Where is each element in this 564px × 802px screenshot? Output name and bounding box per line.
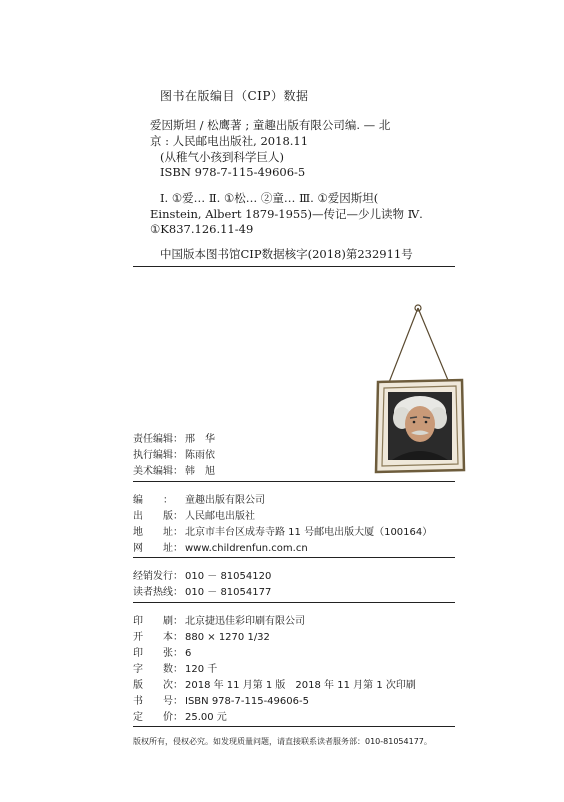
divider xyxy=(133,602,455,603)
cip-line: 爱因斯坦 / 松鹰著 ; 童趣出版有限公司编. — 北 xyxy=(150,118,391,132)
spec-value: 120 千 xyxy=(185,664,218,675)
cip-line: Einstein, Albert 1879-1955)—传记—少儿读物 Ⅳ. xyxy=(150,207,423,221)
editor-row xyxy=(133,430,215,445)
editor-row xyxy=(133,446,215,461)
contact-row xyxy=(133,583,271,598)
contact-value: 010 － 81054120 xyxy=(185,571,272,582)
contact-label: 经销发行： xyxy=(133,571,183,582)
cip-title: 图书在版编目（CIP）数据 xyxy=(160,89,309,103)
cip-line: ISBN 978-7-115-49606-5 xyxy=(160,165,306,179)
editor-label: 美术编辑： xyxy=(133,466,183,477)
spec-label: 印 刷： xyxy=(133,616,183,627)
contact-row xyxy=(133,567,271,582)
spec-row xyxy=(133,644,191,659)
spec-value: 25.00 元 xyxy=(185,712,227,723)
spec-value: 2018 年 11 月第 1 版 2018 年 11 月第 1 次印刷 xyxy=(185,680,416,691)
divider xyxy=(133,726,455,727)
editor-label: 执行编辑： xyxy=(133,450,183,461)
spec-label: 印 张： xyxy=(133,648,183,659)
hanging-frame-icon xyxy=(370,300,470,475)
contact-label: 读者热线： xyxy=(133,587,183,598)
copyright-notice: 版权所有，侵权必究。如发现质量问题，请直接联系读者服务部：010-81054177。 xyxy=(133,737,432,746)
cip-line: ①K837.126.11-49 xyxy=(150,222,254,236)
publisher-value: www.childrenfun.com.cn xyxy=(185,543,308,554)
editor-value: 陈雨依 xyxy=(185,450,215,461)
editor-row xyxy=(133,462,215,477)
publisher-label: 出 版： xyxy=(133,511,183,522)
publisher-value: 童趣出版有限公司 xyxy=(185,495,265,506)
publisher-label: 地 址： xyxy=(133,527,183,538)
publisher-value: 人民邮电出版社 xyxy=(185,511,255,522)
publisher-row xyxy=(133,523,432,538)
cip-divider xyxy=(133,266,455,267)
cip-line: 中国版本图书馆CIP数据核字(2018)第232911号 xyxy=(160,247,413,261)
spec-value: ISBN 978-7-115-49606-5 xyxy=(185,696,309,707)
spec-label: 定 价： xyxy=(133,712,183,723)
spec-row xyxy=(133,676,416,691)
publisher-label: 编 ： xyxy=(133,495,173,506)
cip-line: 京 : 人民邮电出版社, 2018.11 xyxy=(150,134,309,148)
spec-label: 书 号： xyxy=(133,696,183,707)
spec-value: 6 xyxy=(185,648,192,659)
publisher-row xyxy=(133,491,265,506)
spec-label: 开 本： xyxy=(133,632,183,643)
spec-row xyxy=(133,660,217,675)
spec-row xyxy=(133,612,305,627)
publisher-value: 北京市丰台区成寿寺路 11 号邮电出版大厦（100164） xyxy=(185,527,433,538)
editor-value: 韩 旭 xyxy=(185,466,215,477)
divider xyxy=(133,557,455,558)
spec-row xyxy=(133,708,227,723)
publisher-row xyxy=(133,539,308,554)
cip-line: (从稚气小孩到科学巨人) xyxy=(160,150,284,164)
publisher-label: 网 址： xyxy=(133,543,183,554)
spec-row xyxy=(133,692,309,707)
editor-value: 邢 华 xyxy=(185,434,215,445)
cip-line: Ⅰ. ①爱… Ⅱ. ①松… ②童… Ⅲ. ①爱因斯坦( xyxy=(160,191,379,205)
spec-label: 字 数： xyxy=(133,664,183,675)
framed-portrait xyxy=(370,300,470,475)
editor-label: 责任编辑： xyxy=(133,434,183,445)
spec-value: 880 × 1270 1/32 xyxy=(185,632,270,643)
contact-value: 010 － 81054177 xyxy=(185,587,272,598)
spec-label: 版 次： xyxy=(133,680,183,691)
spec-row xyxy=(133,628,270,643)
publisher-row xyxy=(133,507,255,522)
divider xyxy=(133,481,455,482)
spec-value: 北京捷迅佳彩印刷有限公司 xyxy=(185,616,305,627)
